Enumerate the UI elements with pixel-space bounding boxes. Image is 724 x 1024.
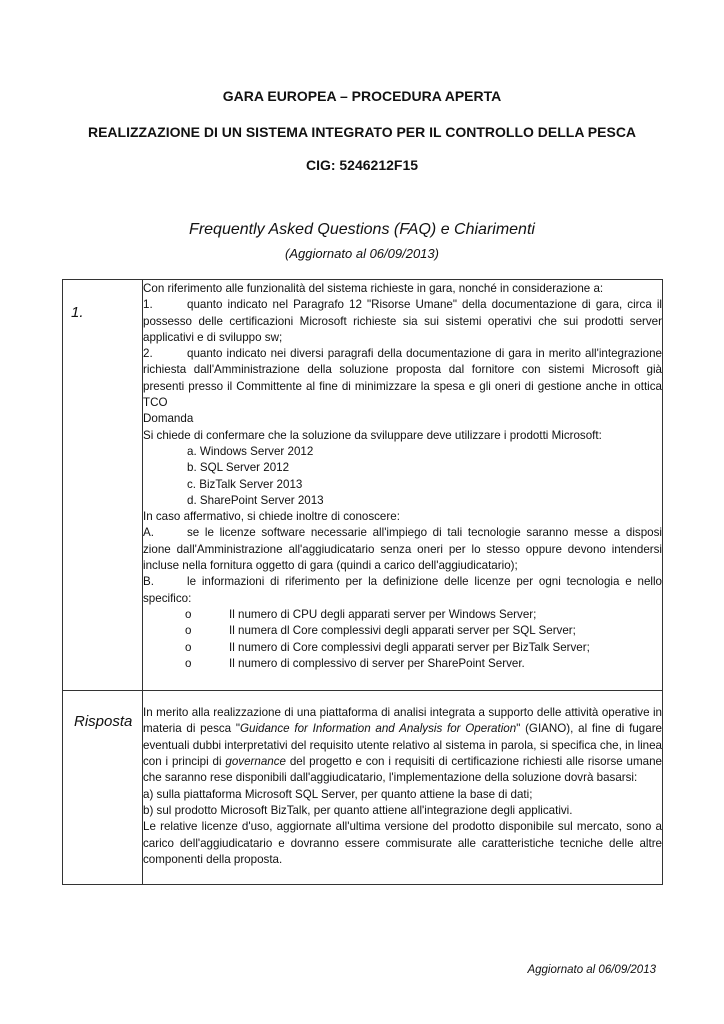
bullet-item — [143, 640, 662, 656]
faq-table — [62, 279, 663, 885]
question-row — [63, 280, 663, 691]
bullet-text: Il numero di CPU degli apparati server per Windows Server; — [229, 607, 537, 621]
answer-paragraph-2: Le relative licenze d'uso, aggiornate all'ultima versione del prodotto disponibile sul mercato, sono a carico dell'aggiudicatario e dovranno essere commisurate alle caratteristiche tecniche delle altre componenti della proposta. — [143, 820, 662, 866]
answer-line-b: b) sul prodotto Microsoft BizTalk, per quanto attiene all'integrazione degli applicativi. — [143, 803, 573, 817]
answer-line-a: a) sulla piattaforma Microsoft SQL Server, per quanto attiene la base di dati; — [143, 787, 533, 801]
governance-emphasis: governance — [225, 755, 286, 769]
item-number: 1. — [143, 298, 153, 312]
question-item — [143, 346, 662, 411]
answer-label-cell — [63, 691, 143, 885]
question-intro: Con riferimento alle funzionalità del sistema richieste in gara, nonché in considerazione a: — [143, 282, 604, 295]
bullet-text: Il numero di Core complessivi degli apparati server per BizTalk Server; — [229, 640, 590, 654]
faq-title: Frequently Asked Questions (FAQ) e Chiarimenti — [189, 221, 535, 238]
bullet-item — [143, 607, 662, 623]
bullet-text: Il numero di complessivo di server per SharePoint Server. — [229, 656, 525, 670]
product-item: b. SQL Server 2012 — [187, 461, 290, 475]
bullet-marker-icon: o — [185, 624, 192, 638]
bullet-text: Il numera dl Core complessivi degli apparati server per SQL Server; — [229, 624, 576, 638]
question-number: 1. — [71, 304, 84, 321]
bullet-marker-icon: o — [185, 607, 192, 621]
question-item — [143, 297, 662, 346]
answer-paragraph: In merito alla realizzazione di una piattaforma di analisi integrata a supporto delle attività operative in materia di pesca "Guidance for Information and Analysis for Operation" (GIANO), al fine di fugare eventuali dubbi interpretativi del requisito utente relativo al sistema in parola, si specifica che, in linea con i principi di governance del progetto e con i requisiti di certificazione richiesti alle risorse umane che saranno rese disponibili dall'aggiudicatario, l'implementazione della soluzione dovrà basarsi: — [143, 706, 663, 785]
footer-updated: Aggiornato al 06/09/2013 — [527, 964, 656, 976]
point-letter: A. — [143, 526, 154, 540]
question-point — [143, 574, 662, 607]
question-body — [143, 280, 663, 691]
question-ask: Si chiede di confermare che la soluzione da sviluppare deve utilizzare i prodotti Microsoft: — [143, 428, 602, 442]
answer-body — [143, 691, 663, 885]
cig-code: CIG: 5246212F15 — [305, 157, 419, 173]
point-text: le informazioni di riferimento per la definizione delle licenze per ogni tecnologia e nello specifico: — [143, 575, 662, 605]
product-item: d. SharePoint Server 2013 — [187, 493, 324, 507]
domanda-heading: Domanda — [143, 412, 194, 426]
project-name-emphasis: Guidance for Information and Analysis for Operation — [240, 722, 517, 736]
item-text: quanto indicato nei diversi paragrafi della documentazione di gara in merito all'integrazione richiesta dall'Amministrazione della soluzione proposta dal fornitore con sistemi Microsoft già presenti presso il Committente al fine di minimizzare la spesa e gli oneri di gestione anche in ottica TCO — [143, 347, 662, 410]
question-label-cell — [63, 280, 143, 691]
product-item: a. Windows Server 2012 — [187, 444, 314, 458]
question-follow: In caso affermativo, si chiede inoltre di conoscere: — [143, 510, 400, 524]
project-title: REALIZZAZIONE DI UN SISTEMA INTEGRATO PER IL CONTROLLO DELLA PESCA — [87, 124, 637, 140]
bullet-marker-icon: o — [185, 656, 192, 670]
point-text: se le licenze software necessarie all'impiego di tali tecnologie saranno messe a disposi zione dall'Amministrazione all'aggiudicatario senza oneri per lo stesso oppure devono intendersi incluse nella fornitura oggetto di gara (quindi a carico dell'aggiudicatario); — [143, 526, 662, 573]
bullet-marker-icon: o — [185, 640, 192, 654]
product-item: c. BizTalk Server 2013 — [187, 477, 303, 491]
point-letter: B. — [143, 575, 154, 589]
item-number: 2. — [143, 347, 153, 361]
answer-label: Risposta — [74, 713, 133, 731]
item-text: quanto indicato nel Paragrafo 12 "Risorse Umane" della documentazione di gara, circa il possesso delle certificazioni Microsoft richieste sia sui sistemi operativi che sui prodotti server applicativi e di sviluppo sw; — [143, 298, 662, 344]
answer-row — [63, 691, 663, 885]
bullet-item — [143, 623, 662, 639]
tender-title: GARA EUROPEA – PROCEDURA APERTA — [222, 88, 502, 104]
faq-updated: (Aggiornato al 06/09/2013) — [285, 246, 439, 261]
bullet-item — [143, 656, 662, 672]
question-point — [143, 525, 662, 574]
